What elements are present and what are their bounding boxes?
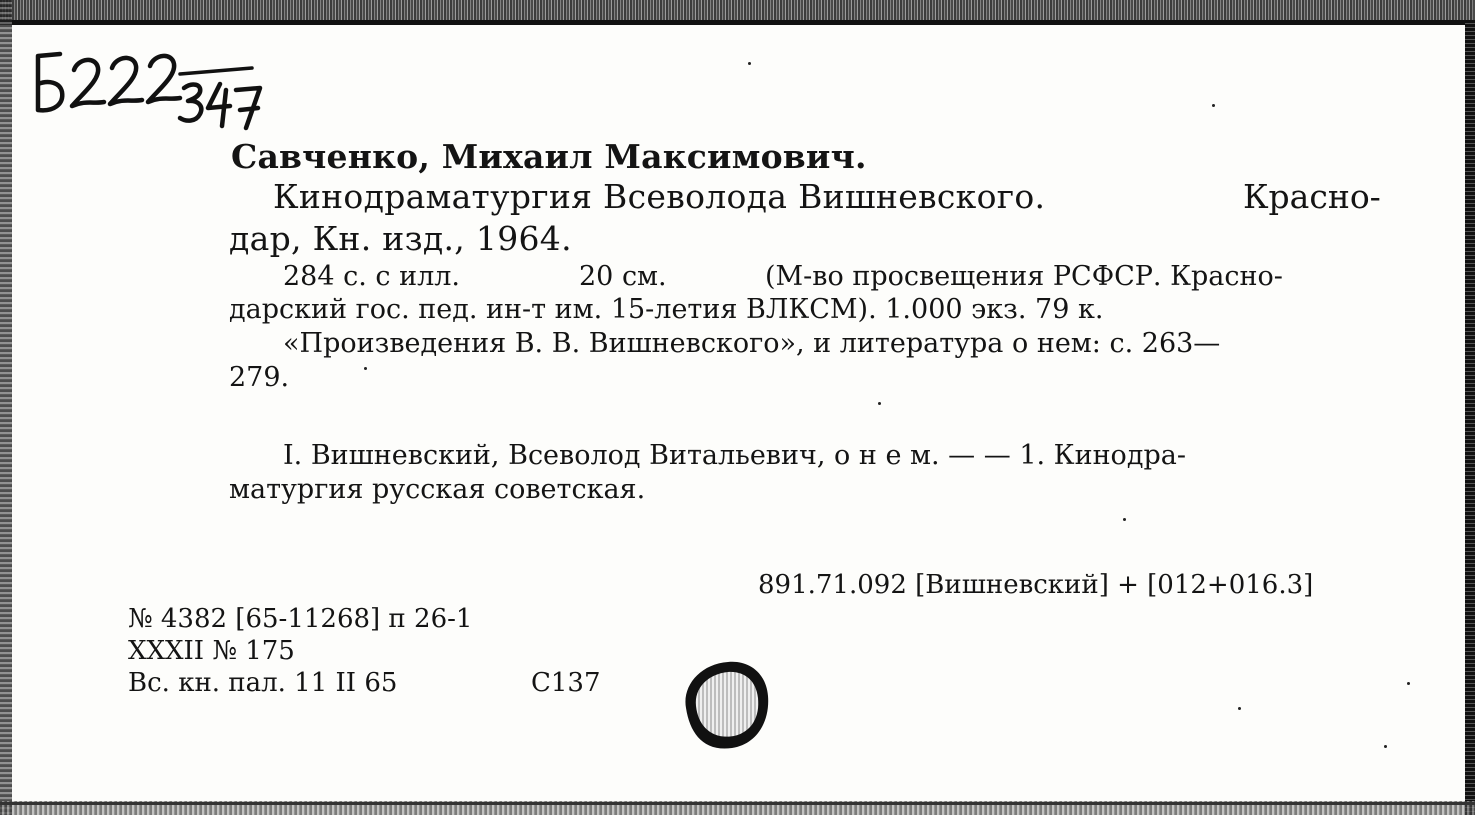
scan-edge-top xyxy=(0,0,1475,22)
speck xyxy=(1238,707,1241,710)
speck xyxy=(1384,745,1387,748)
speck xyxy=(1212,104,1215,107)
registry-number: № 4382 [65-11268] п 26-1 xyxy=(128,604,473,634)
index-number: XXXII № 175 xyxy=(128,636,295,666)
subject-headings-2: матургия русская советская. xyxy=(229,474,646,505)
speck xyxy=(1407,682,1410,685)
physical-description: 284 с. с илл. xyxy=(283,261,460,292)
title-line-2: дар, Кн. изд., 1964. xyxy=(229,219,572,258)
title-line-1: Кинодраматургия Всеволода Вишневского. xyxy=(273,177,1046,216)
handwritten-call-number xyxy=(30,38,270,134)
speck xyxy=(878,402,881,405)
subject-headings-1: I. Вишневский, Всеволод Витальевич, о н е м. — — 1. Кинодра- xyxy=(283,440,1186,471)
title-line-1-end: Красно- xyxy=(1243,177,1381,216)
printing-code: С137 xyxy=(531,668,601,698)
card-edge-top xyxy=(0,20,1468,25)
card-edge-bottom xyxy=(0,802,1475,805)
bibliography-note-1: «Произведения В. В. Вишневского», и литература о нем: с. 263— xyxy=(283,328,1221,359)
classification-number: 891.71.092 [Вишневский] + [012+016.3] xyxy=(758,570,1314,600)
dimensions: 20 см. xyxy=(579,261,667,292)
author-heading: Савченко, Михаил Максимович. xyxy=(231,137,867,176)
punch-hole-icon xyxy=(674,656,772,754)
series-note-1: (М-во просвещения РСФСР. Красно- xyxy=(765,261,1283,292)
speck xyxy=(1123,518,1126,521)
series-note-2: дарский гос. пед. ин-т им. 15-летия ВЛКСМ). 1.000 экз. 79 к. xyxy=(229,294,1104,325)
bibliography-note-2: 279. xyxy=(229,362,290,393)
scan-edge-left xyxy=(0,0,12,815)
card-edge-right xyxy=(1465,20,1475,815)
speck xyxy=(364,367,367,370)
chamber-date: Вс. кн. пал. 11 II 65 xyxy=(128,668,398,698)
speck xyxy=(748,62,751,65)
